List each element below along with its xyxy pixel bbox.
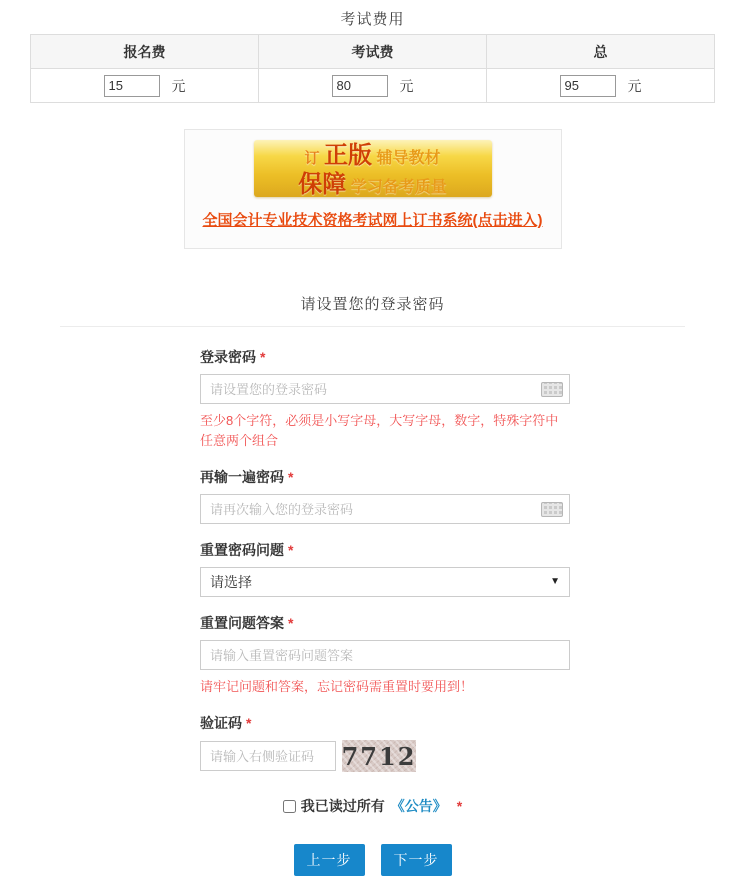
banner-line1-emphasis: 正版 (324, 142, 372, 169)
fee-cell-total (487, 69, 715, 103)
required-star: * (260, 349, 266, 365)
reset-answer-hint: 请牢记问题和答案，忘记密码需重置时要用到！ (200, 679, 474, 694)
captcha-field (200, 713, 570, 772)
required-star: * (288, 542, 294, 558)
agreement-checkbox[interactable] (283, 800, 296, 813)
fee-header-exam: 考试费 (259, 35, 487, 69)
banner-line2-emphasis: 保障 (298, 171, 347, 198)
reset-question-selected-value: 请选择 (210, 574, 252, 590)
required-star: * (246, 715, 252, 731)
fee-table-value-row (31, 69, 715, 103)
exam-fee-input[interactable] (332, 75, 388, 97)
notice-link[interactable]: 《公告》 (390, 798, 447, 814)
chevron-down-icon: ▼ (550, 576, 560, 587)
fee-table-header-row (31, 35, 715, 69)
login-password-label: 登录密码 (200, 349, 256, 365)
textbook-ad-banner-image[interactable] (254, 140, 492, 197)
form-actions (0, 844, 745, 876)
required-star: * (288, 469, 294, 485)
confirm-password-field (200, 467, 570, 524)
reset-answer-field (200, 613, 570, 697)
next-step-button[interactable]: 下一步 (381, 844, 452, 876)
reset-question-select[interactable] (200, 567, 570, 597)
captcha-label: 验证码 (200, 715, 242, 731)
captcha-image[interactable]: 7712 (341, 741, 417, 771)
fee-cell-exam (259, 69, 487, 103)
password-section-title: 请设置您的登录密码 (300, 296, 445, 313)
confirm-password-label: 再输一遍密码 (200, 469, 284, 485)
fee-unit-label: 元 (171, 77, 186, 94)
reset-answer-label: 重置问题答案 (200, 615, 284, 631)
book-ordering-system-link[interactable]: 全国会计专业技术资格考试网上订书系统(点击进入) (202, 212, 543, 229)
confirm-password-input[interactable] (200, 494, 570, 524)
required-star: * (288, 615, 294, 631)
fee-section-title: 考试费用 (340, 11, 405, 28)
captcha-input[interactable] (200, 741, 336, 771)
soft-keyboard-icon[interactable] (541, 382, 563, 397)
reset-question-field (200, 540, 570, 597)
previous-step-button[interactable]: 上一步 (294, 844, 365, 876)
required-star: * (456, 798, 463, 814)
login-password-field (200, 347, 570, 451)
section-divider (60, 326, 685, 327)
registration-fee-input[interactable] (104, 75, 160, 97)
agreement-row (0, 796, 745, 816)
soft-keyboard-icon[interactable] (541, 502, 563, 517)
agreement-text: 我已读过所有 (300, 798, 385, 814)
textbook-ad-panel (184, 129, 562, 249)
fee-unit-label: 元 (399, 77, 414, 94)
fee-header-total: 总 (487, 35, 715, 69)
fee-table (30, 34, 715, 103)
banner-line1-prefix: 订 (304, 150, 320, 167)
fee-cell-registration (31, 69, 259, 103)
fee-header-registration: 报名费 (31, 35, 259, 69)
total-fee-input[interactable] (560, 75, 616, 97)
password-rule-hint: 至少8个字符，必须是小写字母，大写字母，数字，特殊字符中任意两个组合 (200, 413, 559, 448)
reset-answer-input[interactable] (200, 640, 570, 670)
reset-question-label: 重置密码问题 (200, 542, 284, 558)
password-form (200, 347, 570, 772)
banner-line2-rest: 学习备考质量 (350, 179, 447, 196)
banner-line1-rest: 辅导教材 (376, 150, 441, 167)
fee-unit-label: 元 (627, 77, 642, 94)
login-password-input[interactable] (200, 374, 570, 404)
